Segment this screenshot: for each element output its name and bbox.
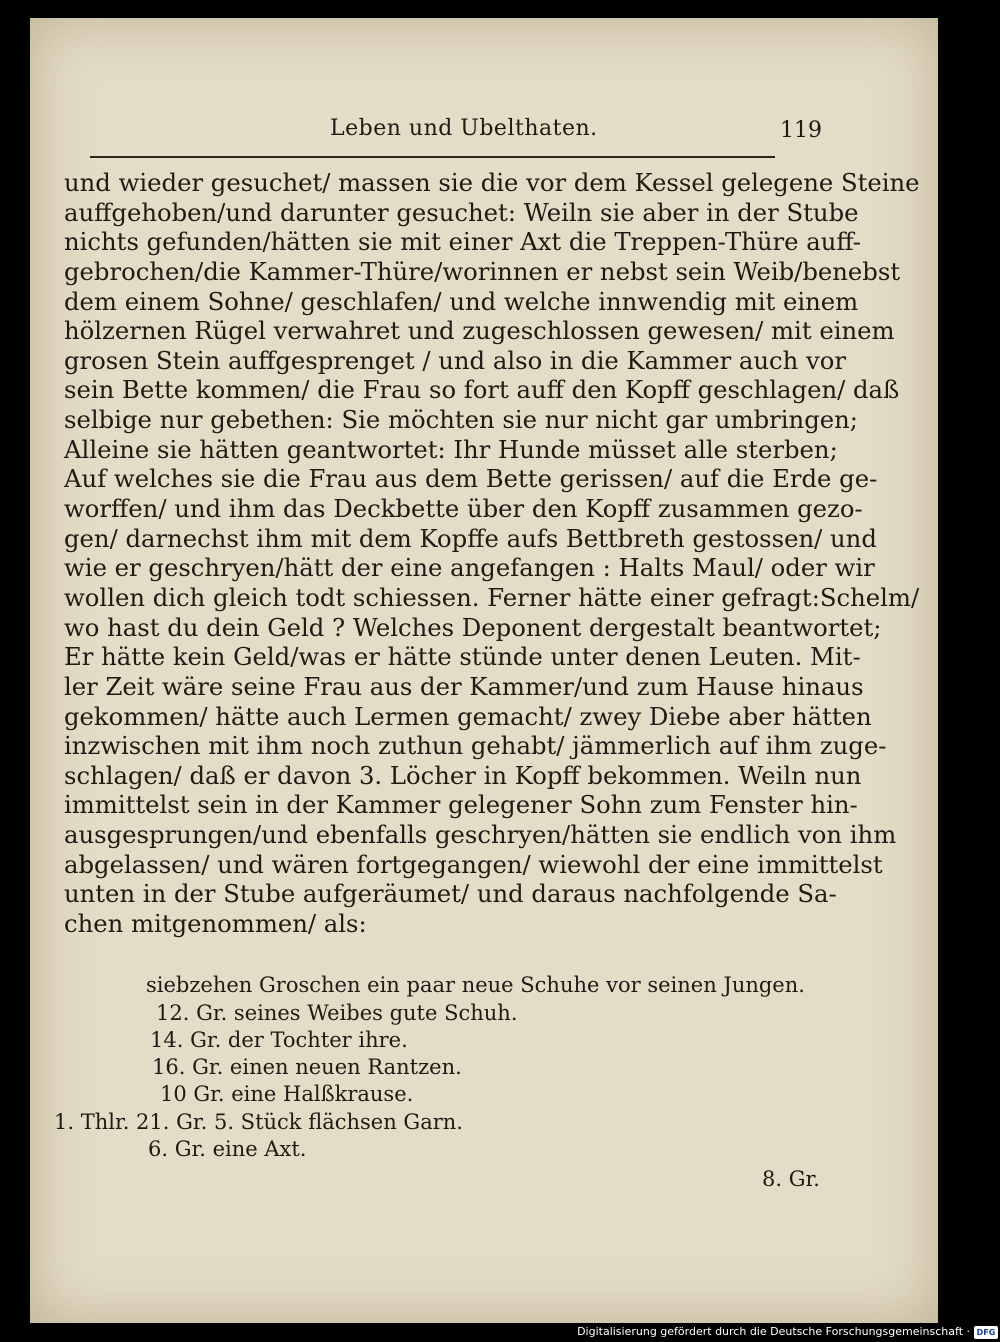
page-content bbox=[30, 18, 938, 1323]
text-line: ausgesprungen/und ebenfalls geschryen/hätten sie endlich von ihm bbox=[64, 820, 897, 850]
funding-credit: Digitalisierung gefördert durch die Deutsche Forschungsgemeinschaft · bbox=[577, 1325, 970, 1338]
book-page bbox=[30, 18, 938, 1323]
goods-item: 16. Gr. einen neuen Rantzen. bbox=[152, 1055, 462, 1079]
text-line: gebrochen/die Kammer-Thüre/worinnen er nebst sein Weib/benebst bbox=[64, 256, 901, 286]
goods-item: 8. Gr. bbox=[762, 1167, 820, 1191]
dfg-logo-icon bbox=[974, 1326, 998, 1339]
text-line: dem einem Sohne/ geschlafen/ und welche innwendig mit einem bbox=[64, 286, 859, 316]
digitization-footer bbox=[577, 1324, 1000, 1342]
text-line: abgelassen/ und wären fortgegangen/ wiewohl der eine immittelst bbox=[64, 849, 883, 879]
text-line: unten in der Stube aufgeräumet/ und daraus nachfolgende Sa- bbox=[64, 879, 837, 909]
text-line: inzwischen mit ihm noch zuthun gehabt/ jämmerlich auf ihm zuge- bbox=[64, 731, 887, 761]
goods-item: siebzehen Groschen ein paar neue Schuhe vor seinen Jungen. bbox=[146, 973, 805, 997]
text-line: Alleine sie hätten geantwortet: Ihr Hunde müsset alle sterben; bbox=[64, 434, 838, 464]
text-line: wollen dich gleich todt schiessen. Ferner hätte einer gefragt:Schelm/ bbox=[64, 582, 920, 612]
header-rule bbox=[90, 156, 775, 158]
goods-item: 1. Thlr. 21. Gr. 5. Stück flächsen Garn. bbox=[54, 1110, 463, 1134]
page-number: 119 bbox=[780, 118, 822, 143]
text-line: selbige nur gebethen: Sie möchten sie nur nicht gar umbringen; bbox=[64, 405, 858, 435]
text-line: ler Zeit wäre seine Frau aus der Kammer/und zum Hause hinaus bbox=[64, 671, 864, 701]
text-line: wo hast du dein Geld ? Welches Deponent dergestalt beantwortet; bbox=[64, 612, 882, 642]
text-line: Er hätte kein Geld/was er hätte stünde unter denen Leuten. Mit- bbox=[64, 642, 861, 672]
body-text bbox=[64, 168, 920, 939]
text-line: hölzernen Rügel verwahret und zugeschlossen gewesen/ mit einem bbox=[64, 316, 895, 346]
dfg-logo-text: DFG bbox=[976, 1328, 996, 1337]
text-line: immittelst sein in der Kammer gelegener Sohn zum Fenster hin- bbox=[64, 790, 858, 820]
text-line: gen/ darnechst ihm mit dem Kopffe aufs Bettbreth gestossen/ und bbox=[64, 523, 877, 553]
goods-item: 10 Gr. eine Halßkrause. bbox=[160, 1082, 414, 1106]
text-line: nichts gefunden/hätten sie mit einer Axt die Treppen-Thüre auff- bbox=[64, 227, 861, 257]
text-line: wie er geschryen/hätt der eine angefangen : Halts Maul/ oder wir bbox=[64, 553, 875, 583]
goods-item: 6. Gr. eine Axt. bbox=[148, 1137, 307, 1161]
goods-item: 14. Gr. der Tochter ihre. bbox=[150, 1028, 408, 1052]
text-line: chen mitgenommen/ als: bbox=[64, 909, 367, 939]
text-line: sein Bette kommen/ die Frau so fort auff den Kopff geschlagen/ daß bbox=[64, 375, 900, 405]
text-line: worffen/ und ihm das Deckbette über den Kopff zusammen gezo- bbox=[64, 494, 863, 524]
running-header: Leben und Ubelthaten. bbox=[330, 116, 598, 141]
text-line: auffgehoben/und darunter gesuchet: Weiln sie aber in der Stube bbox=[64, 197, 859, 227]
text-line: schlagen/ daß er davon 3. Löcher in Kopff bekommen. Weiln nun bbox=[64, 760, 862, 790]
goods-item: 12. Gr. seines Weibes gute Schuh. bbox=[156, 1001, 518, 1025]
text-line: und wieder gesuchet/ massen sie die vor dem Kessel gelegene Steine bbox=[64, 168, 920, 197]
text-line: gekommen/ hätte auch Lermen gemacht/ zwey Diebe aber hätten bbox=[64, 701, 872, 731]
text-line: grosen Stein auffgesprenget / und also in die Kammer auch vor bbox=[64, 345, 846, 375]
text-line: Auf welches sie die Frau aus dem Bette gerissen/ auf die Erde ge- bbox=[64, 464, 878, 494]
